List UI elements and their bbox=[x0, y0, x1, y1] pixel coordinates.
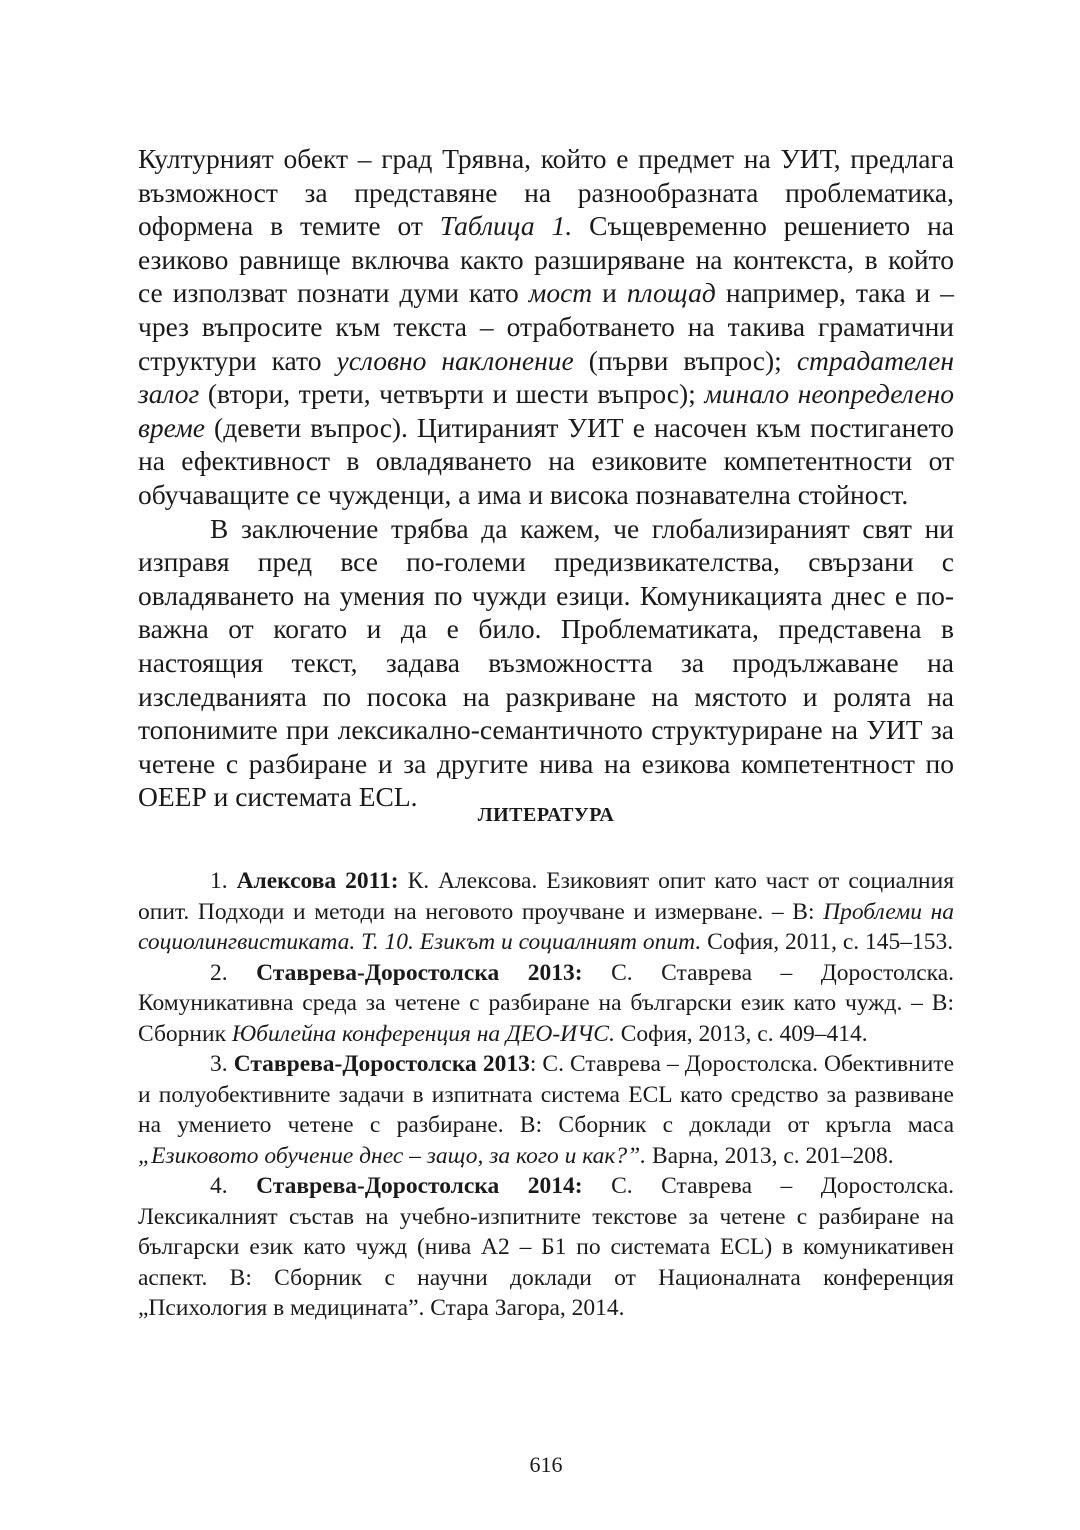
reference-item: 3. Ставрева-Доростолска 2013: С. Ставрева – Доростолска. Обективните и полуобективните задачи в изпитната система ECL като средство за развиване на умението четене с разбиране. В: Сборник с доклади от кръгла маса „Езиковото обучение днес – защо, за кого и как?”. Варна, 2013, с. 201–208. bbox=[138, 1051, 954, 1169]
body-paragraph-1: Културният обект – град Трявна, който е предмет на УИТ, предлага възможност за представяне на разнообразната проблематика, оформена в темите от Таблица 1. Същевременно решението на езиково равнище включва както разширяване на контекста, в който се използват познати думи като мост и площад например, така и – чрез въпросите към текста – отработването на такива граматични структури като условно наклонение (първи въпрос); страдателен залог (втори, трети, четвърти и шести въпрос); минало неопределено време (девети въпрос). Цитираният УИТ е насочен към постигането на ефективност в овладяването на езиковите компетентности от обучаващите се чужденци, а има и висока познавателна стойност. bbox=[138, 143, 955, 510]
main-text bbox=[138, 142, 954, 814]
page-number: 616 bbox=[529, 1452, 563, 1477]
reference-item: 1. Алексова 2011: К. Алексова. Езиковият опит като част от социалния опит. Подходи и методи на неговото проучване и измерване. – В: Проблеми на социолингвистиката. Т. 10. Езикът и социалният опит. София, 2011, с. 145–153. bbox=[138, 868, 955, 955]
reference-item: 2. Ставрева-Доростолска 2013: С. Ставрева – Доростолска. Комуникативна среда за четене с разбиране на български език като чужд. – В: Сборник Юбилейна конференция на ДЕО-ИЧС. София, 2013, с. 409–414. bbox=[138, 959, 954, 1047]
references-list bbox=[138, 866, 954, 1324]
reference-item: 4. Ставрева-Доростолска 2014: С. Ставрева – Доростолска. Лексикалният състав на учебно-изпитните текстове за четене с разбиране на български език като чужд (нива А2 – Б1 по системата ECL) в комуникативен аспект. В: Сборник с научни доклади от Националната конференция „Психология в медицината”. Стара Загора, 2014. bbox=[138, 1173, 954, 1321]
body-paragraph-2: В заключение трябва да кажем, че глобализираният свят ни изправя пред все по-големи предизвикателства, свързани с овладяването на умения по чужди езици. Комуникацията днес е по-важна от когато и да е било. Проблематиката, представена в настоящия текст, задава възможността за продължаване на изследванията по посока на разкриване на мястото и ролята на топонимите при лексикално-семантичното структуриране на УИТ за четене с разбиране и за другите нива на езикова компетентност по ОЕЕР и системата ECL. bbox=[138, 512, 954, 813]
references-heading: ЛИТЕРАТУРА bbox=[477, 804, 615, 826]
